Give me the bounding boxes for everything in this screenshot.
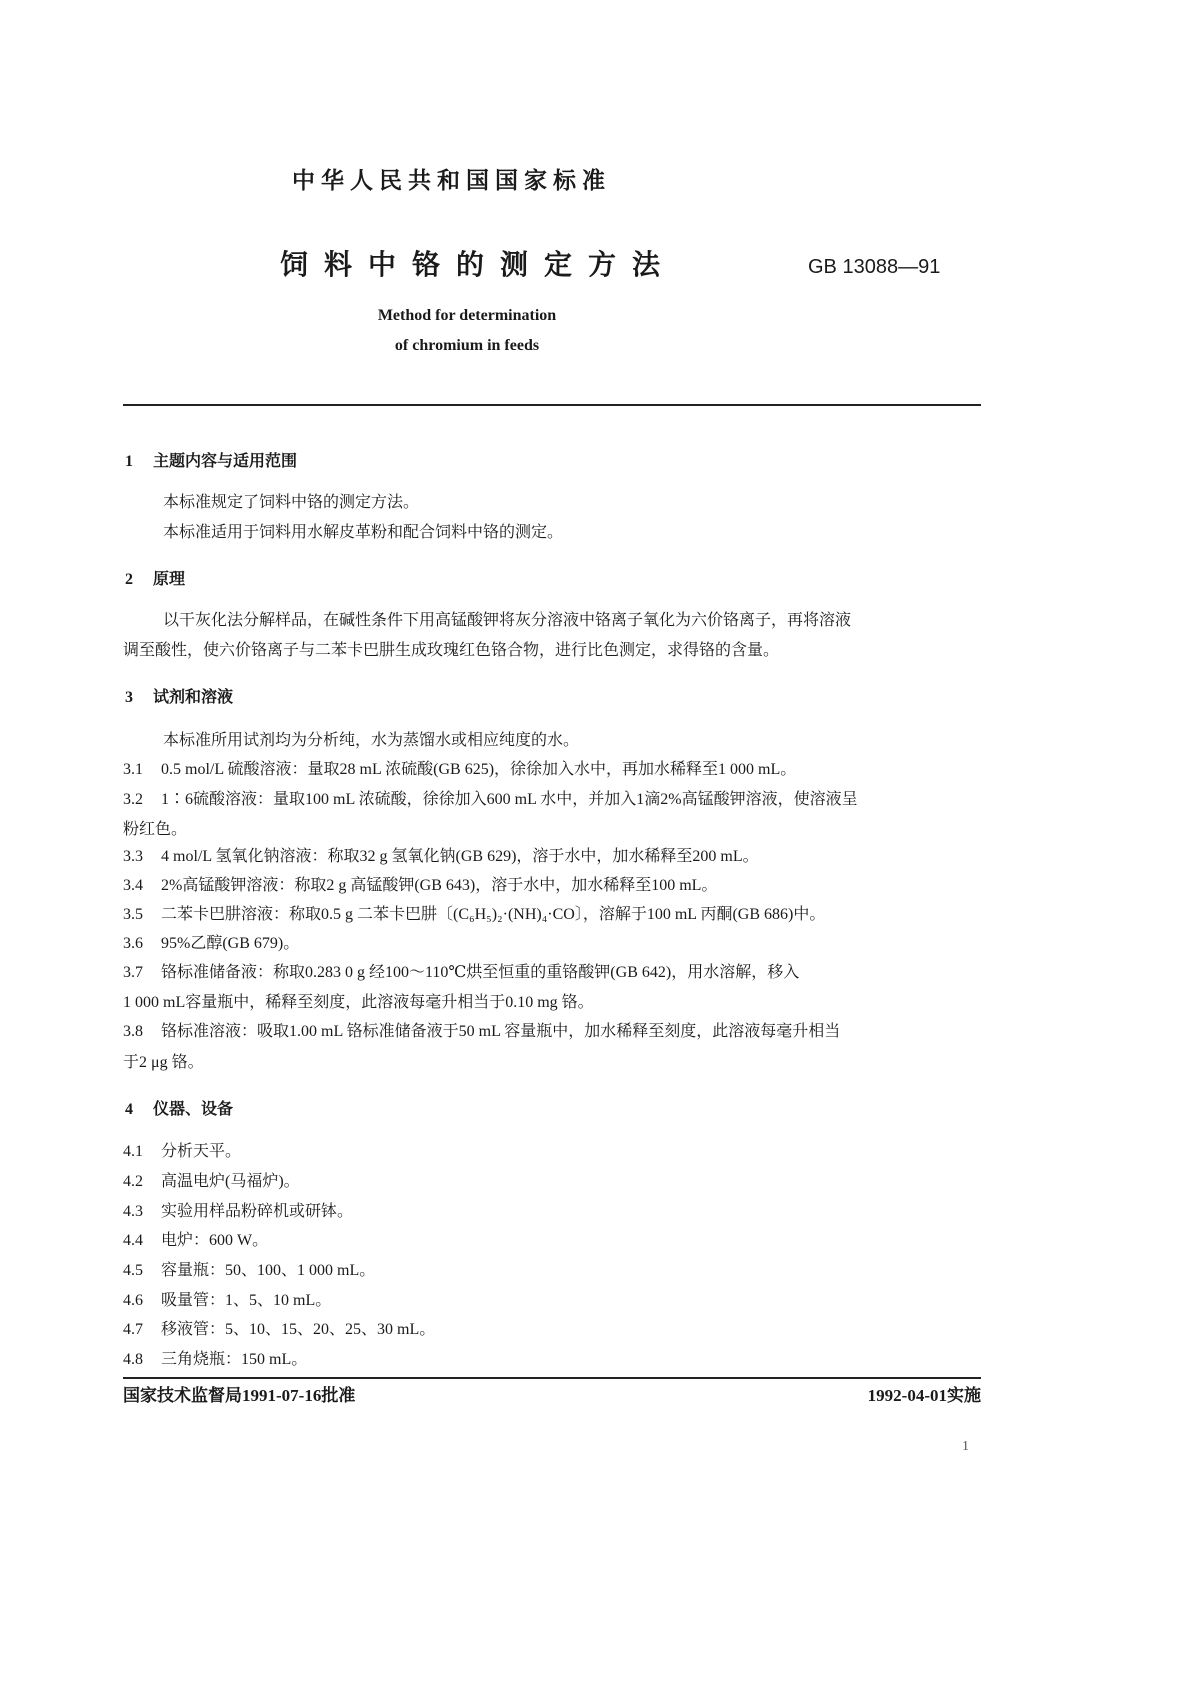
list-item <box>123 1261 375 1281</box>
section-title: 原理 <box>153 571 186 588</box>
item-number: 3.7 <box>123 964 143 981</box>
item-text: 铬标准溶液：吸取1.00 mL 铬标准储备液于50 mL 容量瓶中，加水稀释至刻度，此溶液每毫升相当 <box>161 1023 841 1040</box>
item-text: 电炉：600 W。 <box>161 1232 269 1249</box>
item-text: 铬标准储备液：称取0.283 0 g 经100～110℃烘至恒重的重铬酸钾(GB 642)，用水溶解，移入 <box>161 964 800 981</box>
item-number: 3.4 <box>123 877 143 894</box>
list-item <box>123 934 299 954</box>
section-number: 1 <box>125 453 133 470</box>
english-title-line-1: Method for determination <box>377 307 557 324</box>
section-3-heading <box>125 688 233 708</box>
item-text: 吸量管：1、5、10 mL。 <box>161 1292 332 1309</box>
item-text: 二苯卡巴肼溶液：称取0.5 g 二苯卡巴肼〔(C₆H₅)₂·(NH)₄·CO〕，溶解于100 mL 丙酮(GB 686)中。 <box>161 906 826 923</box>
list-item <box>123 847 759 867</box>
section-title: 主题内容与适用范围 <box>153 453 298 470</box>
item-number: 4.5 <box>123 1262 143 1279</box>
item-text: 分析天平。 <box>161 1143 242 1160</box>
item-text: 95%乙醇(GB 679)。 <box>161 935 300 952</box>
section-1-heading <box>125 452 297 472</box>
header-divider <box>123 404 981 406</box>
list-item <box>123 963 799 983</box>
item-text: 4 mol/L 氢氧化钠溶液：称取32 g 氢氧化钠(GB 629)，溶于水中，加水稀释至200 mL。 <box>161 848 759 865</box>
item-number: 4.1 <box>123 1143 143 1160</box>
item-continuation: 于2 μg 铬。 <box>123 1054 204 1071</box>
section-title: 仪器、设备 <box>153 1101 234 1118</box>
section-number: 3 <box>125 689 133 706</box>
english-title-line-2: of chromium in feeds <box>394 337 540 354</box>
item-text: 1∶6硫酸溶液：量取100 mL 浓硫酸，徐徐加入600 mL 水中，并加入1滴2%高锰酸钾溶液，使溶液呈 <box>161 791 858 808</box>
list-item <box>123 1350 307 1370</box>
list-item <box>123 790 858 810</box>
list-item <box>123 1022 840 1042</box>
national-standard-label: 中华人民共和国国家标准 <box>292 168 611 193</box>
item-text: 0.5 mol/L 硫酸溶液：量取28 mL 浓硫酸(GB 625)，徐徐加入水中，再加水稀释至1 000 mL。 <box>161 761 797 778</box>
section-number: 4 <box>125 1101 133 1118</box>
list-item <box>123 1142 241 1162</box>
item-continuation: 粉红色。 <box>123 821 188 838</box>
section-title: 试剂和溶液 <box>153 689 234 706</box>
item-text: 三角烧瓶：150 mL。 <box>161 1351 308 1368</box>
paragraph: 调至酸性，使六价铬离子与二苯卡巴肼生成玫瑰红色铬合物，进行比色测定，求得铬的含量。 <box>123 642 780 659</box>
list-item <box>123 1320 435 1340</box>
section-2-heading <box>125 570 185 590</box>
item-text: 实验用样品粉碎机或研钵。 <box>161 1203 354 1220</box>
item-text: 移液管：5、10、15、20、25、30 mL。 <box>161 1321 436 1338</box>
list-item <box>123 1172 300 1192</box>
item-number: 4.8 <box>123 1351 143 1368</box>
paragraph: 以干灰化法分解样品，在碱性条件下用高锰酸钾将灰分溶液中铬离子氧化为六价铬离子，再将溶液 <box>163 612 852 629</box>
standard-code: GB 13088—91 <box>808 256 941 278</box>
item-number: 4.6 <box>123 1292 143 1309</box>
list-item <box>123 760 796 780</box>
document-title: 饲料中铬的测定方法 <box>280 250 677 281</box>
page-number: 1 <box>962 1439 969 1454</box>
item-number: 4.3 <box>123 1203 143 1220</box>
section-number: 2 <box>125 571 133 588</box>
list-item <box>123 905 825 925</box>
item-number: 4.2 <box>123 1173 143 1190</box>
item-number: 3.1 <box>123 761 143 778</box>
list-item <box>123 1202 353 1222</box>
item-text: 高温电炉(马福炉)。 <box>161 1173 300 1190</box>
paragraph: 本标准所用试剂均为分析纯，水为蒸馏水或相应纯度的水。 <box>163 732 580 749</box>
footer-divider <box>123 1377 981 1379</box>
item-text: 容量瓶：50、100、1 000 mL。 <box>161 1262 376 1279</box>
item-number: 3.2 <box>123 791 143 808</box>
approval-date: 国家技术监督局1991-07-16批准 <box>123 1386 356 1405</box>
item-continuation: 1 000 mL容量瓶中，稀释至刻度，此溶液每毫升相当于0.10 mg 铬。 <box>123 994 594 1011</box>
paragraph: 本标准规定了饲料中铬的测定方法。 <box>163 494 420 511</box>
paragraph: 本标准适用于饲料用水解皮革粉和配合饲料中铬的测定。 <box>163 524 564 541</box>
list-item <box>123 1231 268 1251</box>
list-item <box>123 876 717 896</box>
item-number: 3.5 <box>123 906 143 923</box>
implementation-date: 1992-04-01实施 <box>867 1386 981 1405</box>
section-4-heading <box>125 1100 233 1120</box>
item-number: 4.4 <box>123 1232 143 1249</box>
item-number: 4.7 <box>123 1321 143 1338</box>
item-number: 3.3 <box>123 848 143 865</box>
item-text: 2%高锰酸钾溶液：称取2 g 高锰酸钾(GB 643)，溶于水中，加水稀释至100 mL。 <box>161 877 718 894</box>
item-number: 3.6 <box>123 935 143 952</box>
list-item <box>123 1291 331 1311</box>
item-number: 3.8 <box>123 1023 143 1040</box>
